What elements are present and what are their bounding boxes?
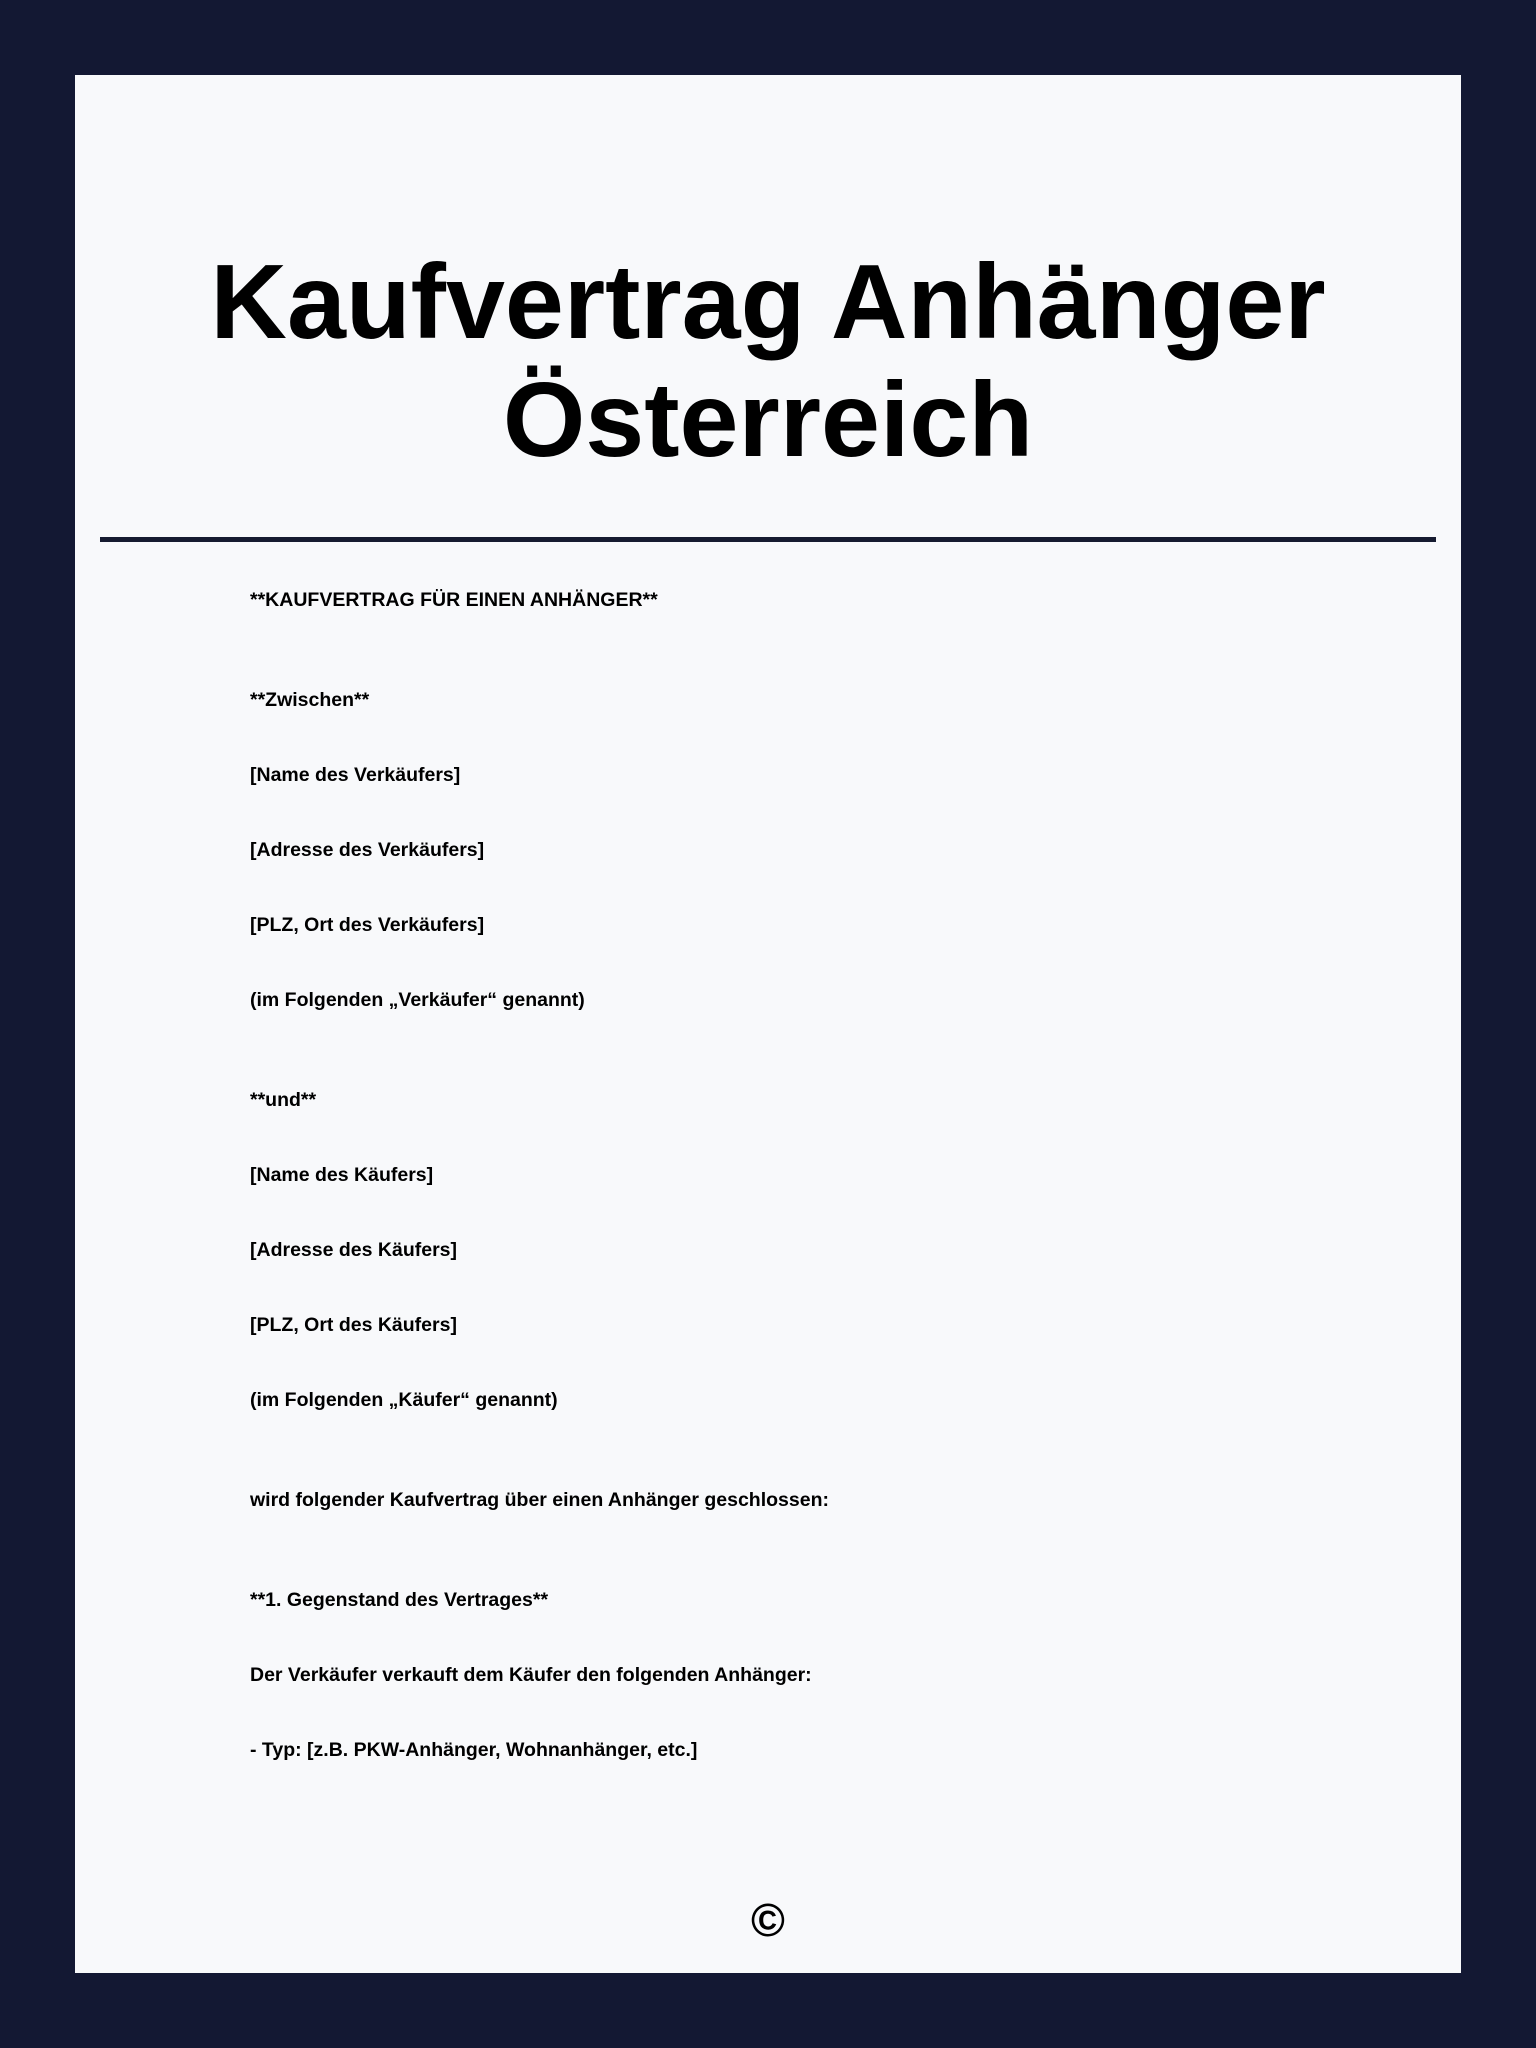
buyer-city: [PLZ, Ort des Käufers] (250, 1314, 457, 1336)
section-1-heading: **1. Gegenstand des Vertrages** (250, 1589, 549, 1611)
section-1-item-type: - Typ: [z.B. PKW-Anhänger, Wohnanhänger, etc.] (250, 1739, 698, 1761)
seller-address: [Adresse des Verkäufers] (250, 839, 485, 861)
seller-name: [Name des Verkäufers] (250, 764, 461, 786)
section-1-text: Der Verkäufer verkauft dem Käufer den folgenden Anhänger: (250, 1664, 812, 1686)
document-page (75, 75, 1461, 1973)
buyer-address: [Adresse des Käufers] (250, 1239, 457, 1261)
seller-city: [PLZ, Ort des Verkäufers] (250, 914, 485, 936)
page-title-line-1: Kaufvertrag Anhänger (210, 243, 1326, 361)
copyright-symbol: © (751, 1894, 785, 1946)
page-title (75, 243, 1461, 479)
contract-intro: wird folgender Kaufvertrag über einen Anhänger geschlossen: (250, 1489, 829, 1511)
buyer-name: [Name des Käufers] (250, 1164, 434, 1186)
and-heading: **und** (250, 1089, 317, 1111)
buyer-designation: (im Folgenden „Käufer“ genannt) (250, 1389, 558, 1411)
page-title-line-2: Österreich (502, 361, 1034, 479)
title-divider (100, 537, 1436, 542)
seller-designation: (im Folgenden „Verkäufer“ genannt) (250, 989, 585, 1011)
between-heading: **Zwischen** (250, 689, 370, 711)
contract-heading: **KAUFVERTRAG FÜR EINEN ANHÄNGER** (250, 589, 658, 611)
